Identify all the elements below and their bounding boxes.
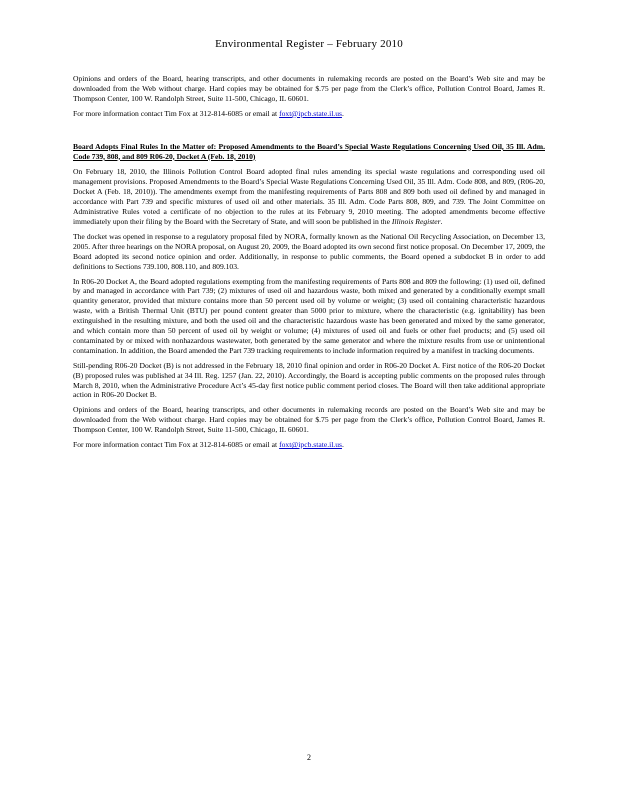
article-paragraph-4: Still-pending R06-20 Docket (B) is not addressed in the February 18, 2010 final opinion and order in R06-20 Docket A. First notice of the R06-20 Docket (B) proposed rules was published at 34 Ill. Reg. 1257 (Jan. 22, 2010). Accordingly, the Board is accepting public comments on the proposed rules through March 8, 2010, when the Administrative Procedure Act’s 45-day first notice public comment period closes. The Board will then take additional appropriate action in R06-20 Docket B.: [73, 360, 545, 400]
page-number: 2: [307, 753, 311, 762]
paragraph-text: On February 18, 2010, the Illinois Pollution Control Board adopted final rules amending its special waste regulations and corresponding used oil management provisions. Proposed Amendments to the Board’s Special Waste Regulations Concerning Used Oil, 35 Ill. Adm. Code 808, and 809, (R06-20, Docket A (Feb. 18, 2010)). The amendments exempt from the manifesting requirements of Parts 808 and 809 both used oil defined by and managed in accordance with Part 739 and specific mixtures of used oil and other materials. 35 Ill. Adm. Code Parts 808, 809, and 739. The Joint Committee on Administrative Rules voted a certificate of no objection to the rules at its February 9, 2010 meeting. The adopted amendments become effective immediately upon their filing by the Board with the Secretary of State, and will soon be published in the: [73, 167, 545, 226]
article-paragraph-5: Opinions and orders of the Board, hearing transcripts, and other documents in rulemaking records are posted on the Board’s Web site and may be downloaded from the Web without charge. Hard copies may be obtained for $.75 per page from the Clerk’s office, Pollution Control Board, James R. Thompson Center, 100 W. Randolph Street, Suite 11-500, Chicago, IL 60601.: [73, 405, 545, 435]
article-contact: [73, 440, 545, 450]
intro-paragraph: Opinions and orders of the Board, hearing transcripts, and other documents in rulemaking records are posted on the Board’s Web site and may be downloaded from the Web without charge. Hard copies may be obtained for $.75 per page from the Clerk’s office, Pollution Control Board, James R. Thompson Center, 100 W. Randolph Street, Suite 11-500, Chicago, IL 60601.: [73, 74, 545, 103]
article-title: Board Adopts Final Rules In the Matter of: Proposed Amendments to the Board’s Special Waste Regulations Concerning Used Oil, 35 Ill. Adm. Code 739, 808, and 809 R06-20, Docket A (Feb. 18, 2010): [73, 141, 545, 161]
paragraph-suffix: .: [440, 216, 443, 226]
email-link[interactable]: foxt@ipcb.state.il.us: [279, 108, 342, 118]
register-title: Illinois Register: [391, 216, 441, 226]
contact-suffix: .: [341, 108, 344, 118]
contact-text: For more information contact Tim Fox at 312-814-6085 or email at: [73, 440, 278, 450]
contact-text: For more information contact Tim Fox at 312-814-6085 or email at: [73, 108, 278, 118]
article-paragraph-1: [73, 167, 545, 226]
page-header: Environmental Register – February 2010: [215, 38, 403, 50]
article-paragraph-3: In R06-20 Docket A, the Board adopted regulations exempting from the manifesting requirements of Parts 808 and 809 the following: (1) used oil, defined by and managed in accordance with Part 739; (2) mixtures of used oil and hazardous waste, both mixed and generated by a conditionally exempt small quantity generator, provided that mixture contains more than 50 percent used oil by volume or weight; (3) used oil containing characteristic hazardous waste, with a British Thermal Unit (BTU) per pound content greater than 5000 prior to mixture, where the characteristic (e.g. ignitability) has been extinguished in the resulting mixture, and both the used oil and the characteristic hazardous waste has been generated and mixed by the same generator, and which contain more than 50 percent of used oil by weight or volume; (4) mixtures of used oil and fuels or other fuel products; and (5) used oil contaminated by or mixed with nonhazardous wastewater, both generated by the same generator and where the mixture results from use or unintentional contamination. In addition, the Board amended the Part 739 tracking requirements to include information required by a manifest in tracking documents.: [73, 276, 545, 355]
contact-suffix: .: [341, 440, 344, 450]
intro-contact: [73, 109, 545, 119]
email-link[interactable]: foxt@ipcb.state.il.us: [279, 440, 342, 450]
article-paragraph-2: The docket was opened in response to a regulatory proposal filed by NORA, formally known as the National Oil Recycling Association, on December 13, 2005. After three hearings on the NORA proposal, on August 20, 2009, the Board adopted its own second first notice proposal. On December 17, 2009, the Board adopted its second notice opinion and order. Additionally, in response to public comments, the Board opened a subdocket B in order to add definitions to Sections 739.100, 808.110, and 809.103.: [73, 231, 545, 271]
page-content: [73, 74, 545, 455]
